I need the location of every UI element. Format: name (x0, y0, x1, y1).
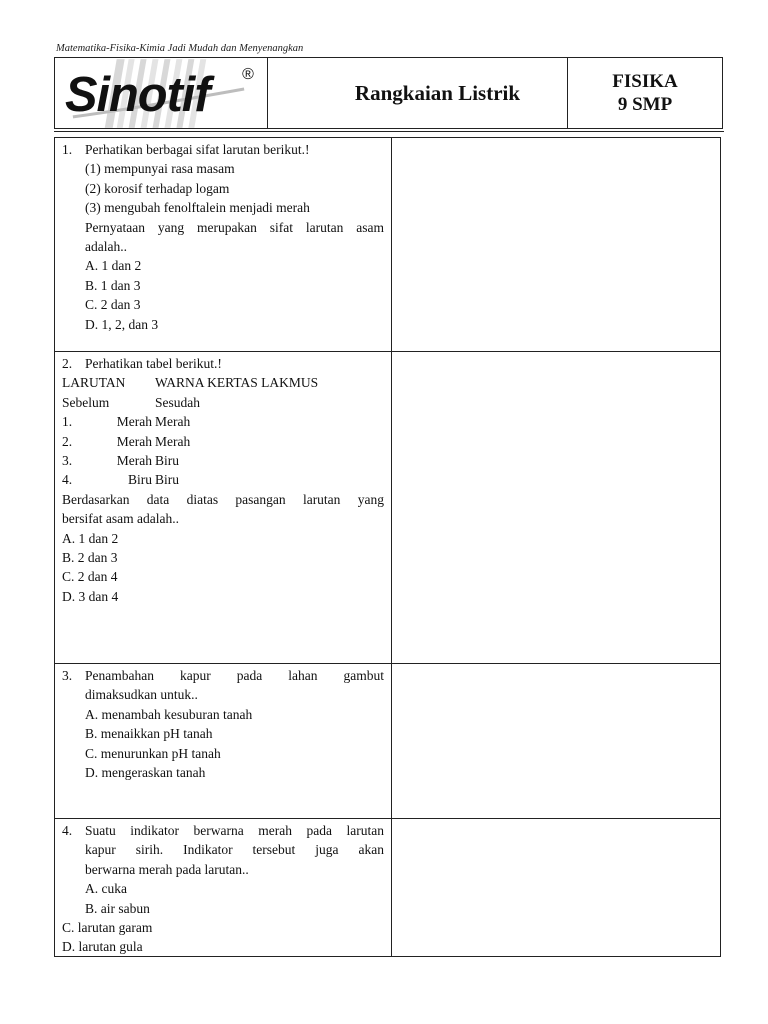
row-before: Biru (127, 472, 152, 488)
option-b: B. 1 dan 3 (85, 277, 141, 293)
question-text: Pernyataan yang merupakan sifat larutan asam (85, 219, 384, 235)
logo (55, 58, 268, 128)
answer-space (392, 352, 720, 663)
sinotif-logo-mark (55, 59, 267, 128)
answer-space (392, 138, 720, 351)
option-a: A. 1 dan 2 (85, 258, 142, 274)
option-d: D. 3 dan 4 (62, 588, 119, 604)
header-table (54, 57, 723, 129)
table-subheader (62, 393, 384, 412)
table-row (62, 451, 384, 470)
statement-3: (3) mengubah fenolftalein menjadi merah (85, 200, 310, 216)
table-col-larutan: LARUTAN (62, 375, 126, 391)
question-stem: Perhatikan tabel berikut.! (85, 356, 222, 371)
question-number: 4. (62, 823, 73, 838)
question-row (55, 664, 720, 819)
question-number: 1. (62, 142, 73, 157)
subject-label: FISIKA (612, 71, 678, 92)
option-a: A. menambah kesuburan tanah (85, 706, 253, 722)
question-cell (55, 138, 392, 351)
registered-mark: ® (242, 65, 254, 83)
table-row (62, 412, 384, 431)
question-text: adalah.. (85, 239, 127, 255)
option-c: C. 2 dan 3 (85, 297, 141, 313)
row-after: Biru (155, 453, 180, 469)
question-stem: Suatu indikator berwarna merah pada larutan (85, 823, 384, 838)
statement-2: (2) korosif terhadap logam (85, 180, 230, 196)
question-number: 2. (62, 356, 73, 371)
question-cell (55, 819, 392, 956)
logo-wordmark: Sinotif (64, 67, 210, 122)
question-row (55, 819, 720, 956)
running-head: Matematika-Fisika-Kimia Jadi Mudah dan Menyenangkan (56, 43, 304, 54)
grade-label: 9 SMP (617, 94, 673, 115)
row-before: Merah (116, 453, 152, 469)
row-after: Biru (155, 472, 180, 488)
question-cell (55, 664, 392, 818)
question-stem: Perhatikan berbagai sifat larutan berikut.! (85, 142, 310, 157)
option-d: D. mengeraskan tanah (85, 765, 206, 781)
row-number: 1. (62, 414, 73, 430)
question-number: 3. (62, 668, 73, 683)
option-b: B. 2 dan 3 (62, 550, 118, 566)
question-stem: Penambahan kapur pada lahan gambut (85, 668, 384, 683)
option-c: C. menurunkan pH tanah (85, 745, 221, 761)
table-row (62, 432, 384, 451)
statement-1: (1) mempunyai rasa masam (85, 161, 235, 177)
option-a: A. cuka (85, 881, 127, 897)
row-after: Merah (155, 433, 191, 449)
table-header (62, 373, 384, 392)
question-stem: dimaksudkan untuk.. (85, 687, 198, 703)
question-text: Berdasarkan data diatas pasangan larutan yang (62, 491, 384, 507)
question-grid (54, 137, 721, 957)
question-stem: kapur sirih. Indikator tersebut juga akan (85, 842, 384, 858)
row-number: 3. (62, 453, 73, 469)
question-row (55, 138, 720, 352)
row-after: Merah (155, 414, 191, 430)
row-before: Merah (116, 414, 152, 430)
option-b: B. air sabun (85, 900, 150, 916)
answer-space (392, 664, 720, 818)
page-title: Rangkaian Listrik (354, 80, 521, 105)
row-before: Merah (116, 433, 152, 449)
option-d: D. larutan gula (62, 939, 143, 955)
question-row (55, 352, 720, 664)
table-col-warna: WARNA KERTAS LAKMUS (155, 375, 319, 391)
question-cell (55, 352, 392, 663)
answer-space (392, 819, 720, 956)
option-c: C. larutan garam (62, 920, 153, 936)
table-sub-sebelum: Sebelum (62, 394, 110, 410)
option-d: D. 1, 2, dan 3 (85, 316, 159, 332)
row-number: 2. (62, 433, 73, 449)
row-number: 4. (62, 472, 73, 488)
question-text: bersifat asam adalah.. (62, 511, 179, 527)
table-sub-sesudah: Sesudah (155, 394, 200, 410)
subject-cell (567, 58, 722, 128)
question-stem: berwarna merah pada larutan.. (85, 861, 249, 877)
option-b: B. menaikkan pH tanah (85, 726, 213, 742)
table-row (62, 470, 384, 489)
option-a: A. 1 dan 2 (62, 530, 119, 546)
option-c: C. 2 dan 4 (62, 569, 118, 585)
